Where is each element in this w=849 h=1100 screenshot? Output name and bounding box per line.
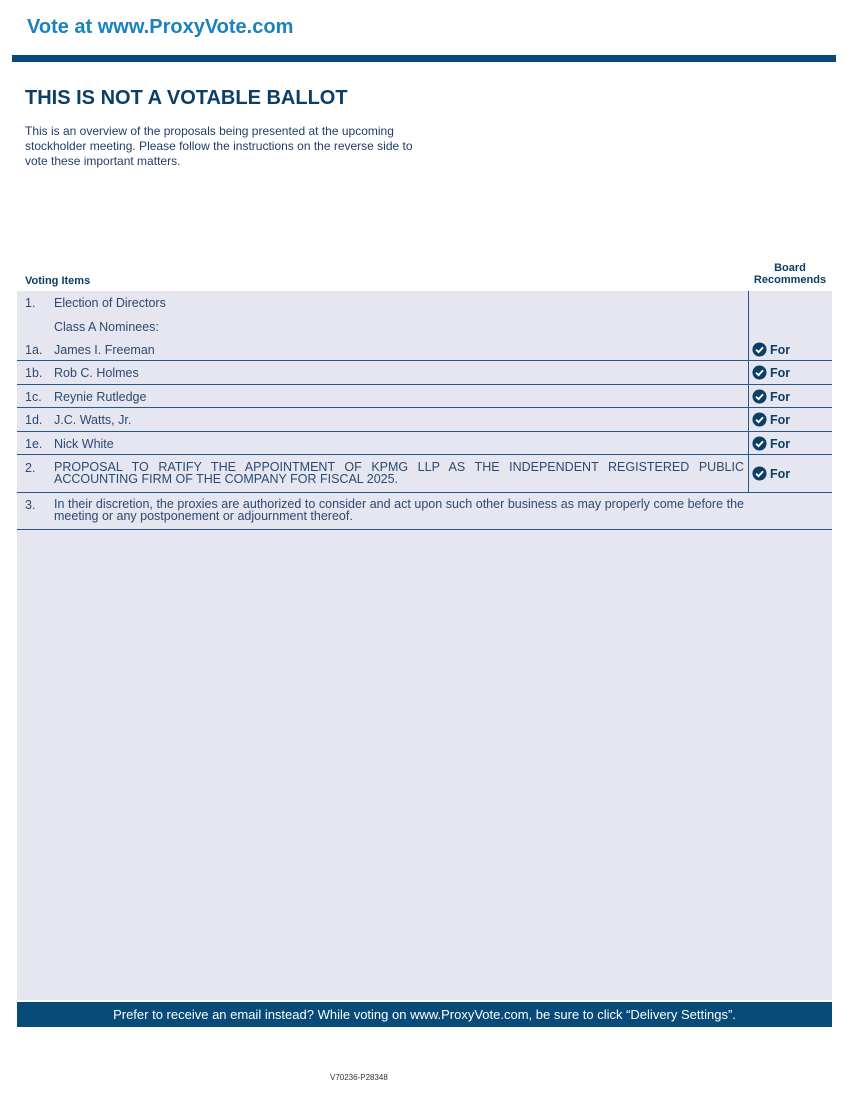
item-number: 1c.	[25, 390, 42, 404]
item-number: 1b.	[25, 366, 43, 380]
item-text: Class A Nominees:	[54, 320, 159, 334]
item-text: PROPOSAL TO RATIFY THE APPOINTMENT OF KPMG LLP AS THE INDEPENDENT REGISTERED PUBLIC ACCOUNTING FIRM OF THE COMPANY FOR FISCAL 2025.	[54, 460, 744, 486]
recommendation-label: For	[770, 389, 791, 404]
page-title: THIS IS NOT A VOTABLE BALLOT	[25, 87, 348, 109]
item-number: 2.	[25, 461, 36, 475]
item-number: 3.	[25, 498, 36, 512]
check-circle-icon	[752, 466, 767, 481]
recommendation	[752, 389, 790, 404]
document-code: V70236-P28348	[330, 1073, 388, 1082]
item-number: 1a.	[25, 343, 43, 357]
delivery-settings-banner	[17, 1002, 832, 1027]
item-number: 1.	[25, 296, 36, 310]
item-text: James I. Freeman	[54, 343, 155, 357]
recommendation	[752, 342, 790, 357]
check-circle-icon	[752, 412, 767, 427]
recommendation	[752, 365, 790, 380]
recommendation-label: For	[770, 436, 791, 451]
recommendation-label: For	[770, 412, 791, 427]
recommendation-label: For	[770, 365, 791, 380]
recommendation-label: For	[770, 466, 791, 481]
check-circle-icon	[752, 365, 767, 380]
item-text: In their discretion, the proxies are authorized to consider and act upon such other business as may properly come before the meeting or any postponement or adjournment thereof.	[54, 497, 744, 523]
item-text: Nick White	[54, 437, 114, 451]
recommend-column-divider	[748, 291, 749, 492]
board-recommends-header	[748, 262, 832, 286]
row-divider	[17, 431, 832, 432]
row-divider	[17, 454, 832, 455]
recommendation	[752, 466, 790, 481]
row-divider	[17, 407, 832, 408]
item-text: Reynie Rutledge	[54, 390, 147, 404]
row-divider	[17, 492, 832, 493]
row-divider	[17, 529, 832, 530]
check-circle-icon	[752, 342, 767, 357]
intro-text: This is an overview of the proposals being presented at the upcoming stockholder meeting. Please follow the instructions on the reverse side to vote these important matters.	[25, 124, 413, 168]
banner-text: Prefer to receive an email instead? While voting on www.ProxyVote.com, be sure to click “Delivery Settings”.	[113, 1007, 736, 1022]
row-divider	[17, 360, 832, 361]
recommendation	[752, 412, 790, 427]
item-number: 1d.	[25, 413, 43, 427]
board-header-line1: Board	[774, 262, 806, 274]
voting-items-header: Voting Items	[25, 275, 91, 287]
item-text: J.C. Watts, Jr.	[54, 413, 132, 427]
recommendation-label: For	[770, 342, 791, 357]
check-circle-icon	[752, 389, 767, 404]
header-rule	[12, 55, 836, 62]
recommendation	[752, 436, 790, 451]
proxyvote-link[interactable]: Vote at www.ProxyVote.com	[27, 16, 294, 38]
row-divider	[17, 384, 832, 385]
item-text: Rob C. Holmes	[54, 366, 139, 380]
board-header-line2: Recommends	[753, 274, 827, 286]
item-number: 1e.	[25, 437, 43, 451]
check-circle-icon	[752, 436, 767, 451]
item-text: Election of Directors	[54, 296, 166, 310]
